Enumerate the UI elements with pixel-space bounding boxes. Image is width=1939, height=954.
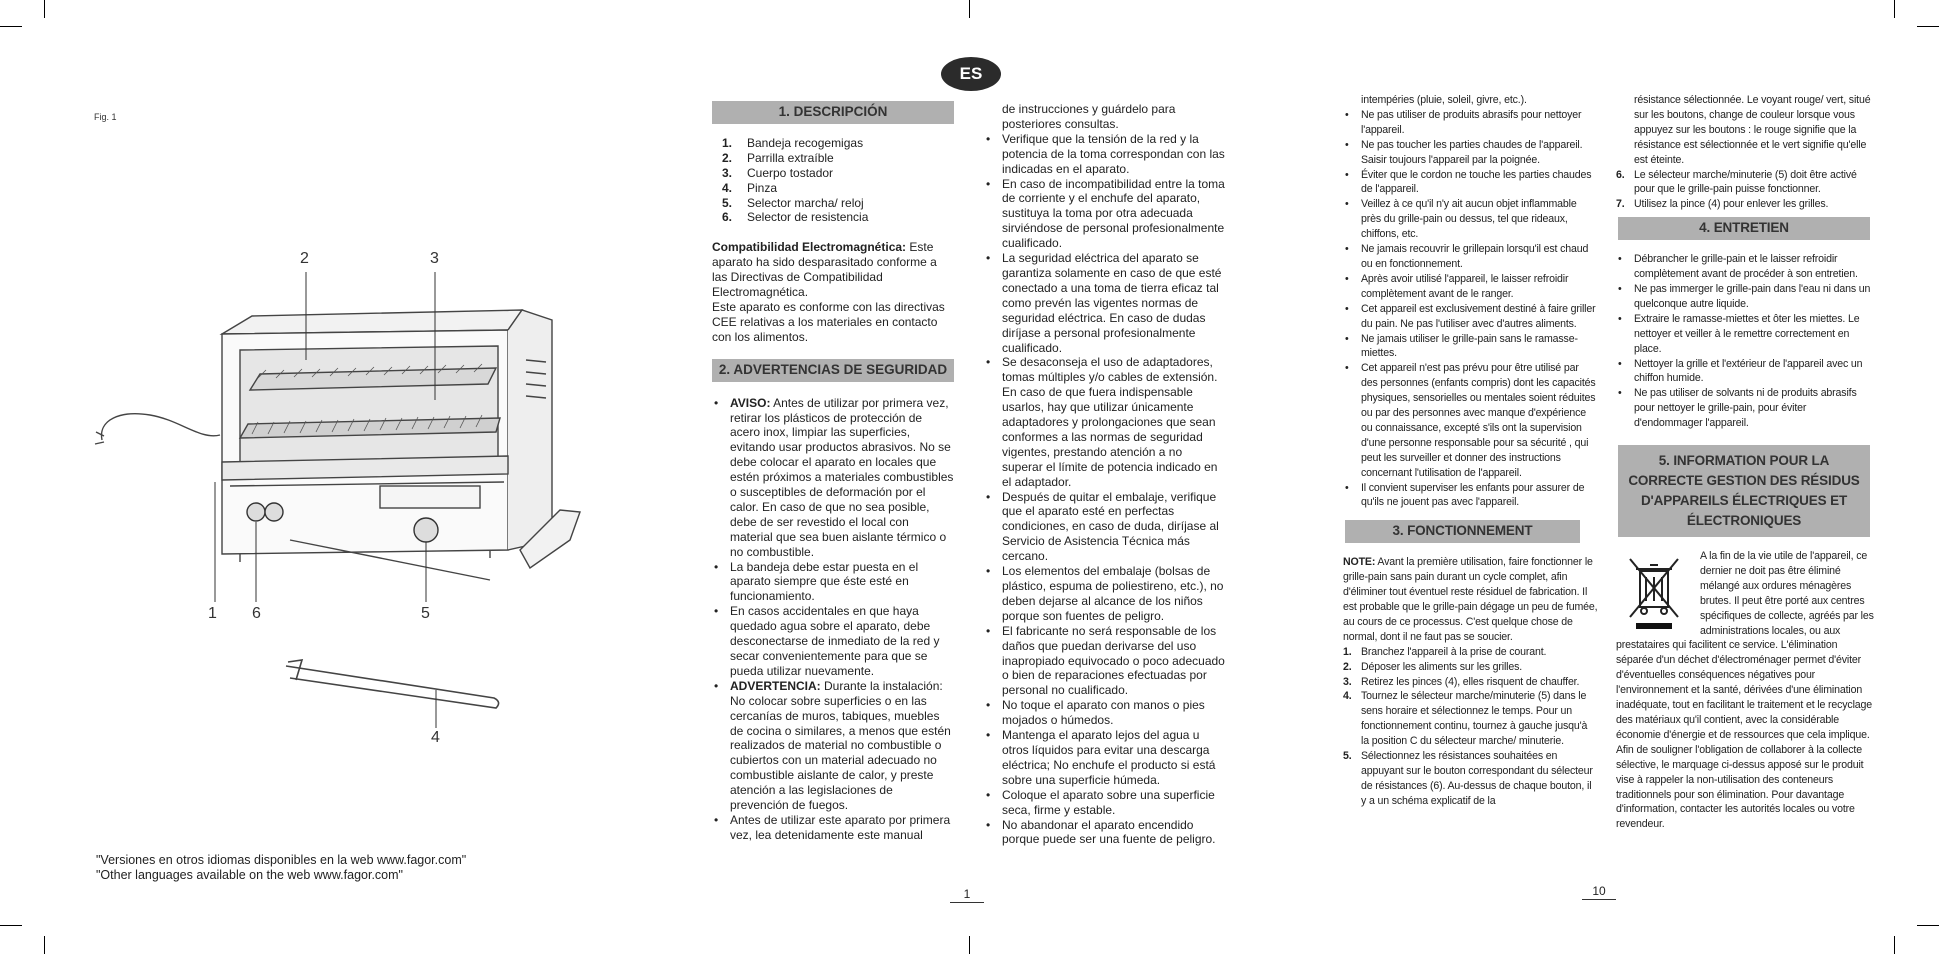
crop-mark: [969, 0, 970, 18]
section-heading-operation: 3. FONCTIONNEMENT: [1345, 520, 1580, 543]
list-item: 2. Déposer les aliments sur les grilles.: [1343, 660, 1523, 673]
weee-section: [1616, 549, 1874, 832]
list-item: • El fabricante no será responsable de los daños que puedan derivarse del uso inapropiado equivocado o poco adecuado o bien de reparaciones efectuadas por personal no cualificado.: [984, 624, 1226, 699]
list-item: • En caso de incompatibilidad entre la toma de corriente y el enchufe del aparato, sustituya la toma por otra adecuada sirviéndose de personal profesionalmente cualificado.: [984, 177, 1226, 252]
callout-5: 5: [421, 605, 430, 622]
list-item: • La seguridad eléctrica del aparato se garantiza solamente en caso de que esté conectado a una toma de tierra eficaz tal como prevén las vigentes normas de seguridad eléctrica. En caso de dudas diríjase a personal profesionalmente cualificado.: [984, 251, 1226, 355]
list-item: 2. Parrilla extraíble: [722, 150, 834, 165]
tongs: [286, 660, 499, 708]
figure-label: Fig. 1: [94, 112, 117, 122]
crop-mark: [1917, 925, 1939, 926]
es-column-2: [984, 102, 1226, 847]
continued-text: résistance sélectionnée. Le voyant rouge/ vert, situé sur les boutons, change de couleur lorsque vous appuyez sur les boutons : le rouge signifie que la résistance est sélectionnée et le vert signifie qu'elle est éteinte.: [1634, 94, 1871, 166]
list-item: • AVISO: Antes de utilizar por primera vez, retirar los plásticos de protección de acero inox, limpiar las superficies, evitando usar productos abrasivos. No se debe colocar el aparato en locales que estén próximos a materiales combustibles o susceptibles de deformación por el calor. En caso de que no sea posible, debe de ser revestido el local con material que sea buen aislante térmico o no combustible.: [712, 396, 954, 560]
list-item: • Ne pas immerger le grille-pain dans l'eau ni dans un quelconque autre liquide.: [1616, 282, 1874, 312]
list-item: • Cet appareil est exclusivement destiné à faire griller du pain. Ne pas l'utiliser avec d'autres aliments.: [1343, 302, 1598, 332]
list-item: • Después de quitar el embalaje, verifique que el aparato esté en perfectas condiciones, en caso de duda, diríjase al Servicio de Asistencia Técnica más cercano.: [984, 490, 1226, 565]
safety-list-continued: [984, 132, 1226, 848]
list-item: 3. Cuerpo tostador: [722, 165, 834, 180]
section-heading-safety: 2. ADVERTENCIAS DE SEGURIDAD: [712, 359, 954, 382]
list-item: • Ne pas utiliser de solvants ni de produits abrasifs pour nettoyer le grille-pain, pour éviter d'endommager l'appareil.: [1616, 386, 1874, 431]
crop-mark: [0, 925, 22, 926]
list-item: • Cet appareil n'est pas prévu pour être utilisé par des personnes (enfants compris) dont les capacités physiques, sensorielles ou mentales soient réduites ou par des personnes avec manque d'expérience ou connaissance, excepté s'ils ont la supervision d'une personne responsable pour sa sécurité , qui peut les surveiller et donner des instructions concernant l'utilisation de l'appareil.: [1343, 361, 1598, 480]
fr-column-1: [1343, 93, 1598, 809]
list-item: • Éviter que le cordon ne touche les parties chaudes de l'appareil.: [1343, 168, 1598, 198]
toaster-illustration: [90, 250, 610, 760]
crop-mark: [44, 0, 45, 18]
list-item: • ADVERTENCIA: Durante la instalación: No colocar sobre superficies o en las cercanías de muros, tabiques, muebles de cocina o similares, a menos que estén realizados de material no combustible o cubiertos con un material adecuado no combustible aislante de calor, y preste atención a las legislaciones de prevención de fuegos.: [712, 679, 954, 813]
crop-mark: [969, 936, 970, 954]
list-item: 4. Tournez le sélecteur marche/minuterie (5) dans le sens horaire et sélectionnez le temps. Pour un fonctionnement continu, tournez à gauche jusqu'à la position C du sélecteur marche/ minuterie.: [1343, 690, 1588, 748]
list-item: 6. Selector de resistencia: [722, 210, 869, 225]
section-heading-description: 1. DESCRIPCIÓN: [712, 101, 954, 124]
list-item: • La bandeja debe estar puesta en el aparato siempre que éste esté en funcionamiento.: [712, 560, 954, 605]
section-heading-weee: 5. INFORMATION POUR LA CORRECTE GESTION DES RÉSIDUS D'APPAREILS ÉLECTRIQUES ET ÉLECTRONIQUES: [1618, 445, 1870, 537]
list-item: • No abandonar el aparato encendido porque puede ser una fuente de peligro.: [984, 818, 1226, 848]
es-column-1: [712, 101, 954, 843]
crop-mark: [1894, 936, 1895, 954]
list-item: • Ne pas toucher les parties chaudes de l'appareil. Saisir toujours l'appareil par la poignée.: [1343, 138, 1598, 168]
continued-text: intempéries (pluie, soleil, givre, etc.).: [1361, 94, 1527, 106]
page-number-left: 1: [950, 887, 984, 903]
maintenance-list: [1616, 252, 1874, 431]
callout-6: 6: [252, 605, 261, 622]
crop-mark: [1917, 26, 1939, 27]
weee-paragraph: A la fin de la vie utile de l'appareil, ce dernier ne doit pas être éliminé mélangé aux ordures ménagères brutes. Il peut être porté aux centres spécifiques de collecte, agréés par les administrations locales, ou aux prestataires qui facilitent ce service. L'élimination séparée d'un déchet d'électroménager permet d'éviter d'éventuelles conséquences négatives pour l'environnement et la santé, dérivées d'une élimination inadéquate, tout en facilitant le traitement et le recyclage des matériaux qu'il contient, avec la considérable économie d'énergie et de ressources que cela implique. Afin de souligner l'obligation de collaborer à la collecte sélective, le marquage ci-dessus apposé sur le produit vise à rappeler la non-utilisation des conteneurs traditionnels pour son élimination. Pour davantage d'information, contacter les autorités locales ou votre revendeur.: [1616, 550, 1874, 831]
list-item: • Los elementos del embalaje (bolsas de plástico, espuma de poliestireno, etc.), no deben dejarse al alcance de los niños porque son fuentes de peligro.: [984, 564, 1226, 624]
callout-3: 3: [430, 250, 439, 267]
list-item: 4. Pinza: [722, 180, 778, 195]
list-item: • Ne pas utiliser de produits abrasifs pour nettoyer l'appareil.: [1343, 108, 1598, 138]
resistance-selector-knob: [247, 503, 265, 521]
crop-mark: [0, 26, 22, 27]
list-item: • Nettoyer la grille et l'extérieur de l'appareil avec un chiffon humide.: [1616, 357, 1874, 387]
timer-knob: [414, 518, 438, 542]
language-badge: ES: [941, 57, 1001, 91]
list-item: • Coloque el aparato sobre una superficie seca, firme y estable.: [984, 788, 1226, 818]
resistance-selector-knob: [265, 503, 283, 521]
list-item: 6. Le sélecteur marche/minuterie (5) doit être activé pour que le grille-pain puisse fonctionner.: [1616, 168, 1857, 196]
callout-1: 1: [208, 605, 217, 622]
list-item: • Il convient superviser les enfants pour assurer de qu'ils ne jouent pas avec l'appareil.: [1343, 481, 1598, 511]
operation-steps: [1343, 645, 1598, 809]
footer-note-es: "Versiones en otros idiomas disponibles en la web www.fagor.com": [96, 853, 467, 867]
list-item: • Antes de utilizar este aparato por primera vez, lea detenidamente este manual: [712, 813, 954, 843]
compatibility-paragraph: Compatibilidad Electromagnética: Este aparato ha sido desparasitado conforme a las Directivas de Compatibilidad Electromagnética.: [712, 240, 937, 300]
list-item: 5. Sélectionnez les résistances souhaitées en appuyant sur le bouton correspondant du sélecteur de résistances (6). Au-dessus de chaque bouton, il y a un schéma explicatif de la: [1343, 750, 1593, 807]
list-item: 5. Selector marcha/ reloj: [722, 195, 864, 210]
list-item: • Verifique que la tensión de la red y la potencia de la toma correspondan con las indicadas en el aparato.: [984, 132, 1226, 177]
list-item: • Mantenga el aparato lejos del agua u otros líquidos para evitar una descarga eléctrica; No enchufe el producto si está sobre una superficie húmeda.: [984, 728, 1226, 788]
list-item: • No toque el aparato con manos o pies mojados o húmedos.: [984, 698, 1226, 728]
list-item: 7. Utilisez la pince (4) pour enlever les grilles.: [1616, 198, 1829, 211]
safety-list: [712, 396, 954, 843]
operation-steps-continued: [1616, 168, 1874, 213]
list-item: • Se desaconseja el uso de adaptadores, tomas múltiples y/o cables de extensión. En caso de que fuera indispensable usarlos, hay que utilizar únicamente adaptadores y prolongaciones que sean conformes a las normas de seguridad vigentes, prestando atención a no superar el límite de potencia indicado en el adaptador.: [984, 355, 1226, 489]
list-item: • Débrancher le grille-pain et le laisser refroidir complètement avant de procéder à son entretien.: [1616, 252, 1874, 282]
fr-safety-list: [1343, 108, 1598, 510]
list-item: • Ne jamais utiliser le grille-pain sans le ramasse-miettes.: [1343, 332, 1598, 362]
list-item: • Veillez à ce qu'il n'y ait aucun objet inflammable près du grille-pain ou dessus, tel que rideaux, chiffons, etc.: [1343, 197, 1598, 242]
footer-notes: [96, 853, 466, 883]
fr-column-2: [1616, 93, 1874, 832]
list-item: 3. Retirez les pinces (4), elles risquent de chauffer.: [1343, 675, 1580, 688]
description-list: [712, 136, 954, 225]
page-number-right: 10: [1582, 884, 1616, 900]
list-item: • En casos accidentales en que haya quedado agua sobre el aparato, debe desconectarse de inmediato de la red y secar convenientemente para que se pueda utilizar nuevamente.: [712, 604, 954, 679]
callout-4: 4: [431, 729, 440, 746]
list-item: • Après avoir utilisé l'appareil, le laisser refroidir complètement avant de le ranger.: [1343, 272, 1598, 302]
crop-mark: [44, 936, 45, 954]
crop-mark: [1894, 0, 1895, 18]
callout-2: 2: [300, 250, 309, 267]
note-paragraph: NOTE: Avant la première utilisation, faire fonctionner le grille-pain sans pain durant un cycle complet, afin d'éliminer tout éventuel reste résiduel de fabrication. Il est probable que le grille-pain dégage un peu de fumée, au cours de ce processus. C'est quelque chose de normal, dont il ne faut pas se soucier.: [1343, 556, 1598, 643]
list-item: • Ne jamais recouvrir le grillepain lorsqu'il est chaud ou en fonctionnement.: [1343, 242, 1598, 272]
footer-note-en: "Other languages available on the web www.fagor.com": [96, 868, 403, 882]
list-item: 1. Bandeja recogemigas: [722, 135, 864, 150]
continued-text: de instrucciones y guárdelo para posteriores consultas.: [1002, 102, 1176, 131]
section-heading-maintenance: 4. ENTRETIEN: [1618, 217, 1870, 240]
list-item: 1. Branchez l'appareil à la prise de courant.: [1343, 645, 1547, 658]
list-item: • Extraire le ramasse-miettes et ôter les miettes. Le nettoyer et veiller à le remettre correctement en place.: [1616, 312, 1874, 357]
crossed-bin-icon: [1616, 549, 1692, 633]
cee-paragraph: Este aparato es conforme con las directivas CEE relativas a los materiales en contacto con los alimentos.: [712, 299, 945, 344]
